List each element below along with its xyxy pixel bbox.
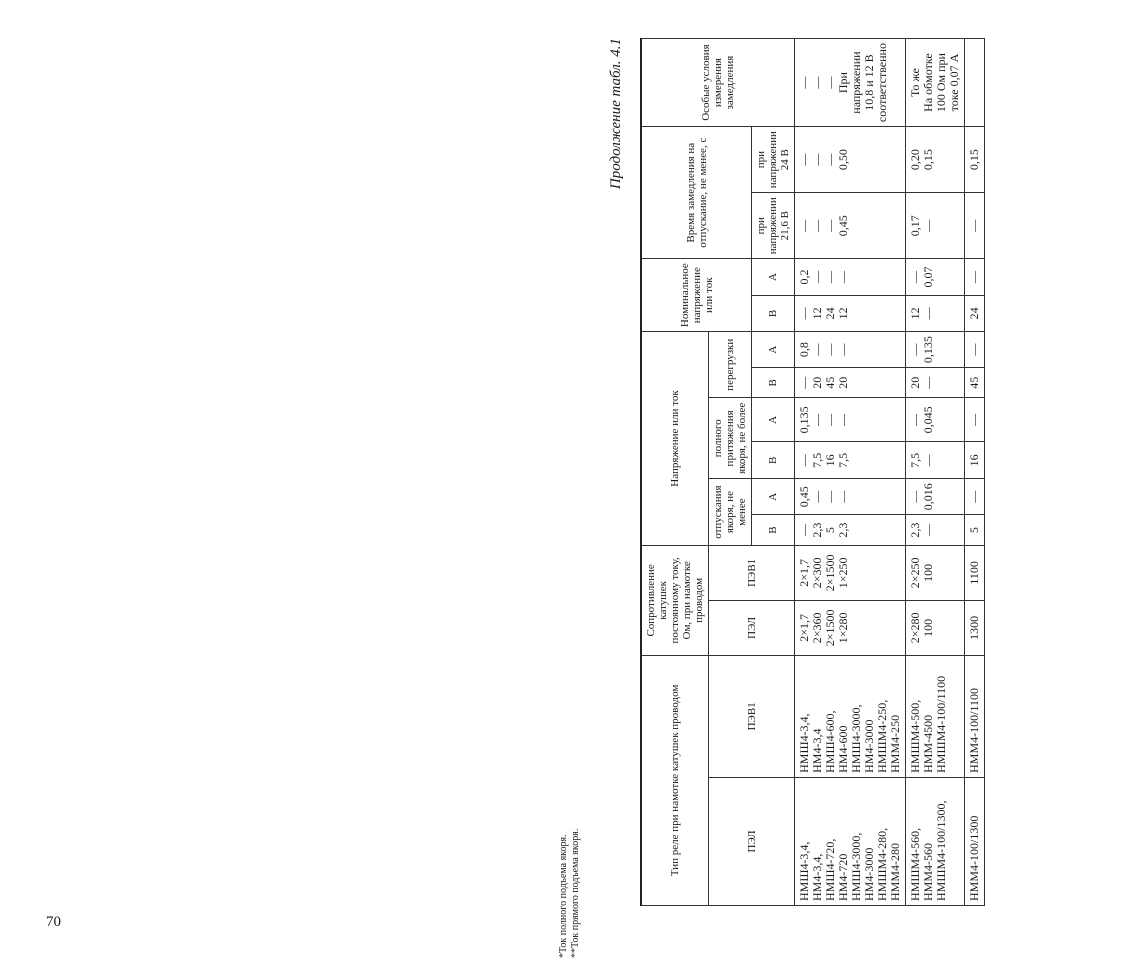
header-resistance: Сопротивление катушек постоянному току, Ом, при намотке проводом [641, 545, 709, 655]
unit-ov-a: А [752, 332, 795, 368]
r-pel: 1300 [965, 600, 985, 655]
release-v: 2,3 — [906, 515, 965, 546]
table-caption: Продолжение табл. 4.1 [608, 38, 624, 190]
delay-21: 0,17 — [906, 193, 965, 259]
r-pel: 2×280 100 [906, 600, 965, 655]
unit-rel-a: А [752, 479, 795, 515]
header-notes: Особые условия измерения замедления [641, 39, 795, 127]
overload-v: 45 [965, 368, 985, 398]
unit-nom-v: В [752, 295, 795, 331]
pickup-v: 16 [965, 442, 985, 479]
release-a: 0,45 — — — [795, 479, 906, 515]
unit-rel-v: В [752, 515, 795, 546]
header-pickup: полного притяжения якоря, не более [709, 398, 752, 479]
header-nominal: Номинальное напряжение или ток [641, 259, 752, 332]
delay-21: — [965, 193, 985, 259]
unit-nom-a: А [752, 259, 795, 295]
pickup-a: — 0,045 [906, 398, 965, 442]
type-pel: НММ4-100/1300 [965, 777, 985, 905]
overload-a: — [965, 332, 985, 368]
r-pev: 2×250 100 [906, 545, 965, 600]
nominal-a: — 0,07 [906, 259, 965, 295]
delay-24: 0,20 0,15 [906, 127, 965, 193]
table-row [795, 39, 906, 906]
overload-a: 0,8 — — — [795, 332, 906, 368]
nominal-a: — [965, 259, 985, 295]
nominal-a: 0,2 — — — [795, 259, 906, 295]
nominal-v: 24 [965, 295, 985, 331]
header-release: отпускания якоря, не менее [709, 479, 752, 546]
table-row [965, 39, 985, 906]
type-pev: НММ4-100/1100 [965, 655, 985, 777]
release-a: — [965, 479, 985, 515]
header-r-pel: ПЭЛ [709, 600, 795, 655]
special-note: — — — При напряжении 10,8 и 12 В соответственно [795, 39, 906, 127]
unit-pick-a: А [752, 398, 795, 442]
footnotes [558, 829, 582, 958]
page-number: 70 [46, 914, 61, 930]
header-r-pev: ПЭВ1 [709, 545, 795, 600]
relay-table [640, 38, 985, 906]
footnote-2: **Ток прямого подъема якоря. [570, 828, 581, 958]
pickup-a: — [965, 398, 985, 442]
delay-24: — — — 0,50 [795, 127, 906, 193]
header-overload: перегрузки [709, 332, 752, 398]
release-v: — 2,3 5 2,3 [795, 515, 906, 546]
header-voltage-current: Напряжение или ток [641, 332, 709, 546]
table-row [906, 39, 965, 906]
special-note [965, 39, 985, 127]
delay-21: — — — 0,45 [795, 193, 906, 259]
header-type: Тип реле при намотке катушек проводом [641, 655, 709, 905]
release-a: — 0,016 [906, 479, 965, 515]
r-pev: 2×1,7 2×300 2×1500 1×250 [795, 545, 906, 600]
nominal-v: — 12 24 12 [795, 295, 906, 331]
header-pev-type: ПЭВ1 [709, 655, 795, 777]
release-v: 5 [965, 515, 985, 546]
overload-a: — 0,135 [906, 332, 965, 368]
pickup-a: 0,135 — — — [795, 398, 906, 442]
header-pel-type: ПЭЛ [709, 777, 795, 905]
pickup-v: 7,5 — [906, 442, 965, 479]
r-pel: 2×1,7 2×360 2×1500 1×280 [795, 600, 906, 655]
r-pev: 1100 [965, 545, 985, 600]
nominal-v: 12 — [906, 295, 965, 331]
footnote-1: *Ток полного подъема якоря. [558, 834, 569, 958]
type-pel: НМШ4-3,4, НМ4-3,4, НМШ4-720, НМ4-720 НМШ4-3000, НМ4-3000 НМШМ4-280, НММ4-280 [795, 777, 906, 905]
unit-pick-v: В [752, 442, 795, 479]
header-delay: Время замедления на отпускание, не менее, с [641, 127, 752, 259]
header-delay-21: при напряжении 21,6 В [752, 193, 795, 259]
header-delay-24: при напряжении 24 В [752, 127, 795, 193]
unit-ov-v: В [752, 368, 795, 398]
type-pev: НМШМ4-500, НММ-4500 НМШМ4-100/1100 [906, 655, 965, 777]
type-pev: НМШ4-3,4, НМ4-3,4 НМШ4-600, НМ4-600 НМШ4-3000, НМ4-3000 НМШМ4-250, НММ4-250 [795, 655, 906, 777]
overload-v: 20 — [906, 368, 965, 398]
rotated-table-page [608, 38, 1123, 906]
delay-24: 0,15 [965, 127, 985, 193]
overload-v: — 20 45 20 [795, 368, 906, 398]
pickup-v: — 7,5 16 7,5 [795, 442, 906, 479]
type-pel: НМШМ4-560, НММ4-560 НМШМ4-100/1300, [906, 777, 965, 905]
special-note: То же На обмотке 100 Ом при токе 0,07 А [906, 39, 965, 127]
